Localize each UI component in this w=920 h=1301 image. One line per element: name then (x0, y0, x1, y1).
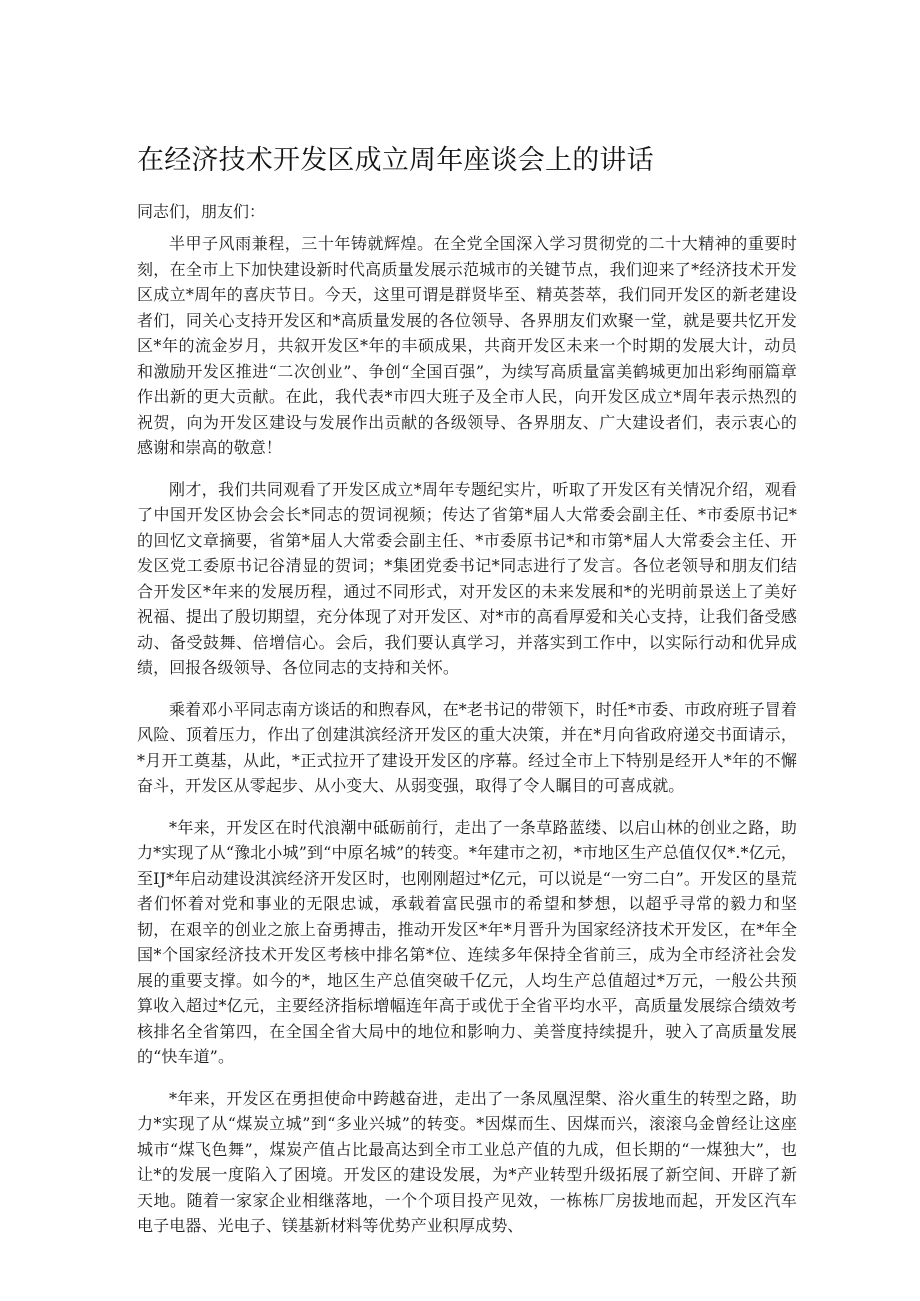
paragraph-4: *年来，开发区在时代浪潮中砥砺前行，走出了一条草路蓝缕、以启山林的创业之路，助力*实现了从“豫北小城”到“中原名城”的转变。*年建市之初，*市地区生产总值仅仅*.*亿元，至IJ*年启动建设淇滨经济开发区时，也刚刚超过*亿元，可以说是“一穷二白”。开发区的垦荒者们怀着对党和事业的无限忠诚，承载着富民强市的希望和梦想，以超乎寻常的毅力和坚韧，在艰辛的创业之旅上奋勇搏击，推动开发区*年*月晋升为国家经济技术开发区，在*年全国*个国家经济技术开发区考核中排名第*位、连续多年保持全省前三，成为全市经济社会发展的重要支撑。如今的*，地区生产总值突破千亿元，人均生产总值超过*万元，一般公共预算收入超过*亿元，主要经济指标增幅连年高于或优于全省平均水平，高质量发展综合绩效考核排名全省第四，在全国全省大局中的地位和影响力、美誉度持续提升，驶入了高质量发展的“快车道”。 (137, 817, 797, 1066)
paragraph-3: 乘着邓小平同志南方谈话的和煦春风，在*老书记的带领下，时任*市委、市政府班子冒着风险、顶着压力，作出了创建淇滨经济开发区的重大决策，并在*月向省政府递交书面请示，*月开工奠基，从此，*正式拉开了建设开发区的序幕。经过全市上下特别是经开人*年的不懈奋斗，开发区从零起步、从小变大、从弱变强，取得了令人瞩目的可喜成就。 (137, 699, 798, 795)
salutation: 同志们，朋友们： (137, 202, 266, 221)
paragraph-5: *年来，开发区在勇担使命中跨越奋进，走出了一条凤凰涅槃、浴火重生的转型之路，助力*实现了从“煤炭立城”到“多业兴城”的转变。*因煤而生、因煤而兴，滚滚乌金曾经让这座城市“煤飞色舞”，煤炭产值占比最高达到全市工业总产值的九成，但长期的“一煤独大”，也让*的发展一度陷入了困境。开发区的建设发展，为*产业转型升级拓展了新空间、开辟了新天地。随着一家家企业相继落地，一个个项目投产见效，一栋栋厂房拔地而起，开发区汽车电子电器、光电子、镁基新材料等优势产业积厚成势、 (137, 1088, 797, 1235)
document-body (137, 231, 797, 1255)
paragraph-1: 半甲子风雨兼程，三十年铸就辉煌。在全党全国深入学习贯彻党的二十大精神的重要时刻，在全市上下加快建设新时代高质量发展示范城市的关键节点，我们迎来了*经济技术开发区成立*周年的喜庆节日。今天，这里可谓是群贤毕至、精英荟萃，我们同开发区的新老建设者们，同关心支持开发区和*高质量发展的各位领导、各界朋友们欢聚一堂，就是要共忆开发区*年的流金岁月，共叙开发区*年的丰硕成果，共商开发区未来一个时期的发展大计，动员和激励开发区推进“二次创业”、争创“全国百强”，为续写高质量富美鹤城更加出彩绚丽篇章作出新的更大贡献。在此，我代表*市四大班子及全市人民，向开发区成立*周年表示热烈的祝贺，向为开发区建设与发展作出贡献的各级领导、各界朋友、广大建设者们，表示衷心的感谢和崇高的敬意！ (137, 234, 797, 457)
document-title: 在经济技术开发区成立周年座谈会上的讲话 (137, 145, 654, 176)
paragraph-2: 刚才，我们共同观看了开发区成立*周年专题纪实片，听取了开发区有关情况介绍，观看了中国开发区协会会长*同志的贺词视频；传达了省第*届人大常委会副主任、*市委原书记*的回忆文章摘要，省第*届人大常委会副主任、*市委原书记*和市第*届人大常委会主任、开发区党工委原书记谷清显的贺词；*集团党委书记*同志进行了发言。各位老领导和朋友们结合开发区*年来的发展历程，通过不同形式，对开发区的未来发展和*的光明前景送上了美好祝福、提出了殷切期望，充分体现了对开发区、对*市的高看厚爱和关心支持，让我们备受感动、备受鼓舞、倍增信心。会后，我们要认真学习，并落实到工作中，以实际行动和优异成绩，回报各级领导、各位同志的支持和关怀。 (137, 479, 797, 677)
